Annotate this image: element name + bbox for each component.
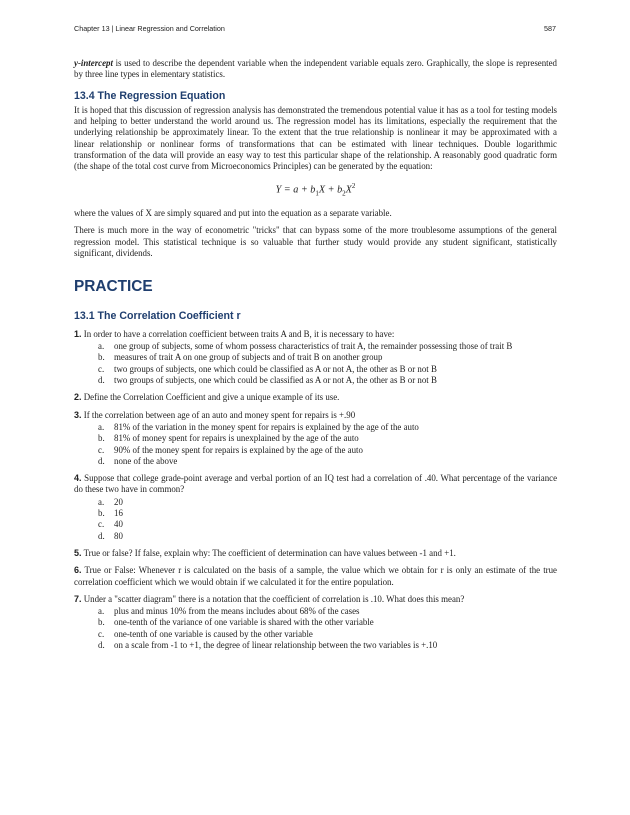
- option-text: one-tenth of the variance of one variable is shared with the other variable: [114, 617, 374, 628]
- question-text-line: [74, 392, 557, 403]
- option-label: c.: [98, 628, 105, 639]
- option-text: plus and minus 10% from the means includes about 68% of the cases: [114, 606, 360, 617]
- practice-heading: PRACTICE: [74, 278, 153, 296]
- option-label: a.: [98, 341, 105, 352]
- option-text: 80: [114, 530, 123, 541]
- section-heading-13-1: 13.1 The Correlation Coefficient r: [74, 309, 241, 322]
- answer-option: [74, 352, 557, 363]
- practice-question: [74, 473, 557, 542]
- question-text-line: [74, 473, 557, 496]
- option-label: d.: [98, 455, 105, 466]
- intro-text: is used to describe the dependent variable when the independent variable equals zero. Graphically, the slope is represented by three line types in elementary statistics.: [74, 58, 557, 80]
- eq-a: a: [293, 184, 299, 196]
- question-number: 2.: [74, 392, 82, 403]
- option-text: two groups of subjects, one which could be classified as A or not A, the other as B or not B: [114, 363, 437, 374]
- question-text: Define the Correlation Coefficient and give a unique example of its use.: [83, 392, 340, 403]
- question-text: True or False: Whenever r is calculated on the basis of a sample, the value which we obtain for r is only an estimate of the true correlation coefficient which we would obtain if we calculated it for the entire population.: [74, 565, 557, 587]
- option-label: a.: [98, 496, 105, 507]
- answer-option: [74, 508, 557, 519]
- answer-option: [74, 617, 557, 628]
- option-text: 40: [114, 519, 123, 530]
- practice-question: [74, 329, 557, 386]
- option-text: one group of subjects, some of whom possess characteristics of trait A, the remainder possessing those of trait B: [114, 341, 513, 352]
- eq-x2: X: [345, 184, 352, 196]
- practice-question: [74, 565, 557, 588]
- option-text: 20: [114, 496, 123, 507]
- answer-option: [74, 640, 557, 651]
- answer-options: [74, 341, 557, 386]
- section-heading-13-4: 13.4 The Regression Equation: [74, 89, 226, 102]
- answer-option: [74, 422, 557, 433]
- option-text: one-tenth of one variable is caused by the other variable: [114, 628, 313, 639]
- option-label: a.: [98, 606, 105, 617]
- practice-question: [74, 392, 557, 403]
- answer-option: [74, 341, 557, 352]
- option-label: b.: [98, 617, 105, 628]
- option-text: 90% of the money spent for repairs is explained by the age of the auto: [114, 444, 363, 455]
- answer-option: [74, 606, 557, 617]
- option-text: two groups of subjects, one which could be classified as A or not A, the other as B or not B: [114, 375, 437, 386]
- option-label: c.: [98, 444, 105, 455]
- eq-x1: X: [318, 184, 326, 196]
- option-text: none of the above: [114, 455, 178, 466]
- answer-option: [74, 497, 557, 508]
- question-text-line: [74, 565, 557, 588]
- option-text: 81% of money spent for repairs is unexplained by the age of the auto: [114, 433, 359, 444]
- option-label: b.: [98, 352, 105, 363]
- eq-b1-sub: 1: [315, 189, 319, 198]
- intro-term: y-intercept: [74, 58, 113, 68]
- page-body: [74, 58, 557, 651]
- answer-option: [74, 375, 557, 386]
- option-text: 81% of the variation in the money spent for repairs is explained by the age of the auto: [114, 421, 419, 432]
- option-label: a.: [98, 421, 105, 432]
- answer-option: [74, 433, 557, 444]
- option-label: d.: [98, 530, 105, 541]
- quadratic-equation: $Y = a + b_1X + b_2X^2$: [275, 181, 356, 198]
- eq-b2: b: [337, 184, 343, 196]
- question-text: Suppose that college grade-point average and verbal portion of an IQ test had a correlation of .40. What percentage of the variance do these two have in common?: [74, 473, 558, 495]
- answer-option: [74, 629, 557, 640]
- question-text-line: [74, 548, 557, 559]
- question-text: True or false? If false, explain why: The coefficient of determination can have values between -1 and +1.: [83, 547, 456, 558]
- option-label: b.: [98, 508, 105, 519]
- option-label: d.: [98, 640, 105, 650]
- eq-b1: b: [310, 184, 316, 196]
- option-label: c.: [98, 519, 105, 530]
- answer-option: [74, 364, 557, 375]
- question-number: 6.: [74, 565, 82, 576]
- option-label: d.: [98, 375, 105, 386]
- eq-y: Y: [275, 184, 282, 196]
- option-text: 16: [114, 508, 123, 519]
- option-label: c.: [98, 363, 105, 374]
- practice-question: [74, 594, 557, 651]
- running-header: [74, 24, 556, 36]
- answer-options: [74, 606, 557, 651]
- regression-paragraph-3: There is much more in the way of econometric "tricks" that can bypass some of the more troublesome assumptions of the general regression model. This statistical technique is so valuable that further study would provide any student significant, statistically significant, dividends.: [74, 225, 557, 258]
- question-number: 4.: [74, 473, 82, 484]
- question-text-line: [74, 410, 557, 421]
- question-number: 7.: [74, 593, 82, 604]
- answer-options: [74, 497, 557, 542]
- eq-b2-sub: 2: [342, 189, 346, 198]
- answer-option: [74, 531, 557, 542]
- question-number: 5.: [74, 547, 82, 558]
- answer-options: [74, 422, 557, 467]
- regression-paragraph-2: where the values of X are simply squared and put into the equation as a separate variable.: [74, 208, 392, 219]
- question-text-line: [74, 329, 557, 340]
- question-list: [74, 329, 557, 651]
- question-number: 1.: [74, 328, 82, 339]
- option-text: on a scale from -1 to +1, the degree of linear relationship between the two variables is +.10: [114, 640, 438, 650]
- practice-question: [74, 410, 557, 467]
- eq-x2-sup: 2: [351, 181, 356, 190]
- option-text: measures of trait A on one group of subjects and of trait B on another group: [114, 352, 383, 363]
- answer-option: [74, 456, 557, 467]
- question-number: 3.: [74, 409, 82, 420]
- chapter-title: Chapter 13 | Linear Regression and Correlation: [74, 24, 225, 33]
- question-text: If the correlation between age of an auto and money spent for repairs is +.90: [83, 409, 356, 420]
- question-text-line: [74, 594, 557, 605]
- regression-paragraph-1: It is hoped that this discussion of regression analysis has demonstrated the tremendous potential value it has as a tool for testing models and helping to better understand the world around us. The regression model has its limitations, especially the requirement that the underlying relationship be approximately linear. To the extent that the true relationship is nonlinear it may be approximated with a linear relationship or nonlinear forms of transformations that can be estimated with linear techniques. Double logarithmic transformation of the data will provide an easy way to test this particular shape of the relationship. A reasonably good quadratic form (the shape of the total cost curve from Microeconomics Principles) can be generated by the equation:: [74, 104, 557, 172]
- option-label: b.: [98, 433, 105, 444]
- answer-option: [74, 445, 557, 456]
- question-text: In order to have a correlation coefficient between traits A and B, it is necessary to have:: [83, 328, 395, 339]
- intro-paragraph: [74, 58, 557, 81]
- question-text: Under a "scatter diagram" there is a notation that the coefficient of correlation is .10. What does this mean?: [83, 593, 465, 604]
- practice-question: [74, 548, 557, 559]
- page-number: 587: [544, 24, 556, 33]
- answer-option: [74, 519, 557, 530]
